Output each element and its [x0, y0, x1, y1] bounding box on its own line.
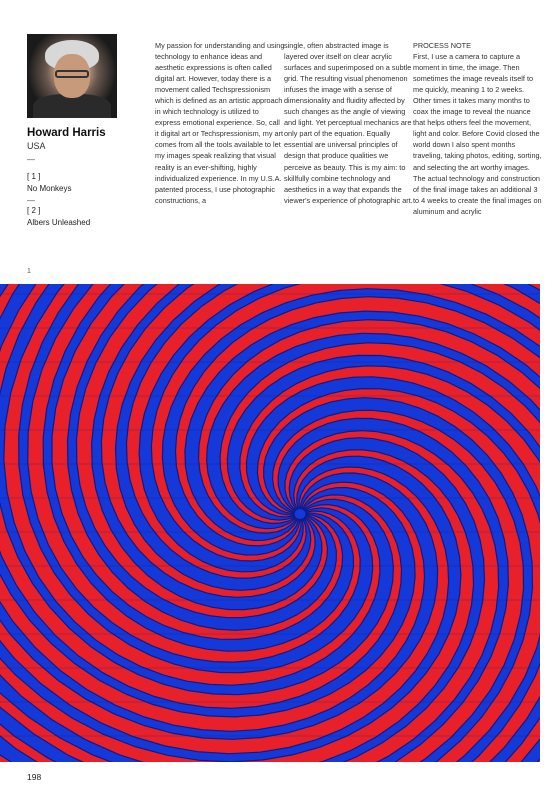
text-column-1	[155, 40, 285, 206]
artist-portrait	[27, 34, 117, 118]
artist-country: USA	[27, 141, 46, 151]
separator: —	[27, 196, 35, 205]
artist-name: Howard Harris	[27, 127, 106, 139]
figure-number: 1	[27, 268, 31, 275]
body-text: My passion for understanding and using technology to enhance ideas and aesthetic expressions is often called digital art. However, today there is a movement called Techspressionism which is defined as an artistic approach in which technology is utilized to express emotional experience. So, call it digital art or Techspressionism, my art comes from all the tools available to let my images speak realizing that visual reality is an ever-shifting, highly individualized experience. In my U.S.A. patented process, I use photographic constructions, a	[155, 41, 285, 205]
artwork-image	[0, 284, 540, 762]
body-text: First, I use a camera to capture a moment in time, the image. Then sometimes the image reveals itself to me quickly, meaning 1 to 2 weeks. Other times it takes many months to coax the image to reveal the nuance that helps others feel the movement, light and color. Before Covid closed the world down I also spent months traveling, taking photos, editing, sorting, and selecting the art worthy images. The actual technology and construction of the final image takes an additional 3 to 4 weeks to create the final images on aluminum and acrylic	[413, 52, 542, 216]
work-title-2: Albers Unleashed	[27, 218, 91, 227]
work-title-1: No Monkeys	[27, 184, 72, 193]
body-text: single, often abstracted image is layered over itself on clear acrylic surfaces and superimposed on a subtle grid. The resulting visual phenomenon infuses the image with a sense of dimensionality and fluidity affected by such changes as the angle of viewing and light. Yet perceptual mechanics are only part of the equation. Equally essential are universal principles of design that produce qualities we perceive as beauty. This is my aim: to skillfully combine technology and aesthetics in a way that expands the viewer's experience of photographic art.	[284, 41, 413, 205]
artwork-swirl	[0, 284, 540, 762]
text-column-2	[284, 40, 414, 206]
separator: —	[27, 155, 35, 164]
text-column-3	[413, 40, 543, 217]
process-heading: PROCESS NOTE	[413, 41, 471, 50]
work-number-1: [ 1 ]	[27, 172, 41, 181]
work-number-2: [ 2 ]	[27, 206, 41, 215]
page-number: 198	[27, 772, 42, 782]
